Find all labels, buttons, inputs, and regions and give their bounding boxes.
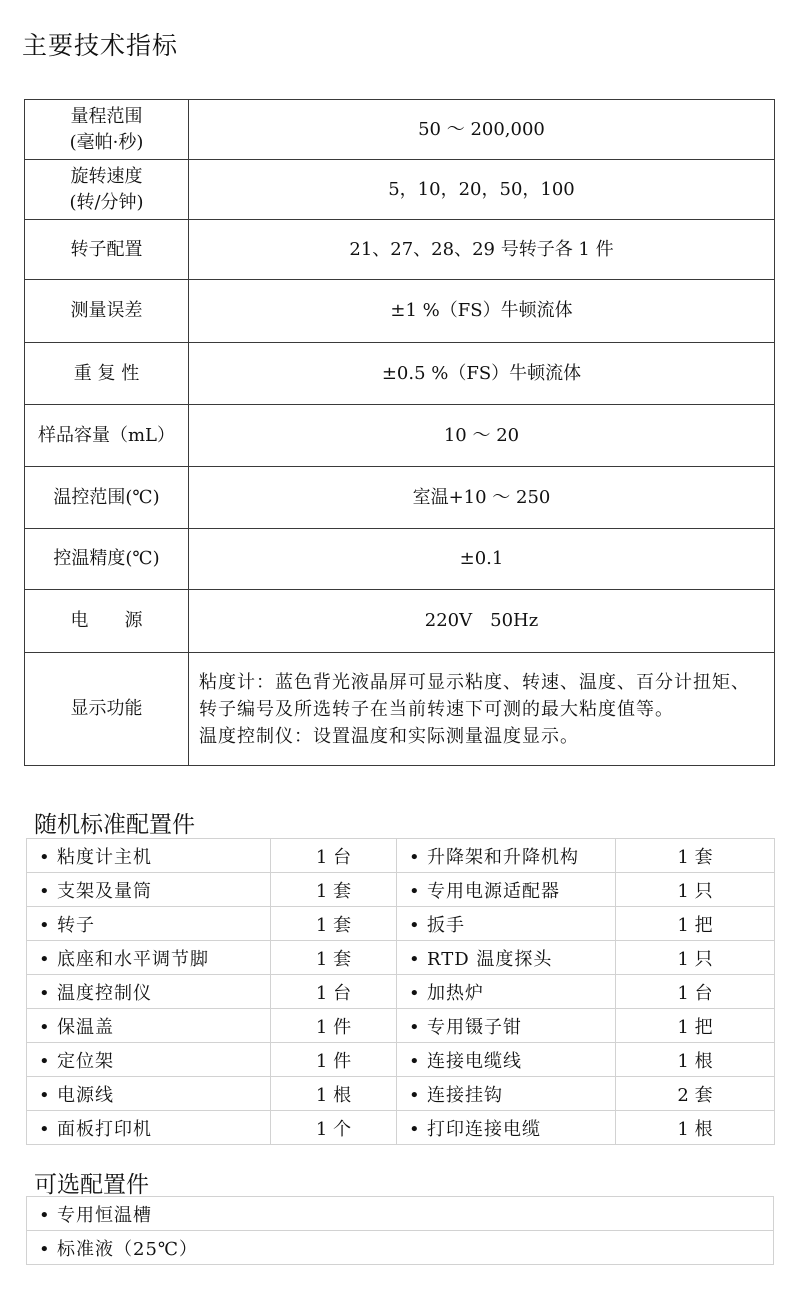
optional-item: [27, 1231, 774, 1265]
accessory-label: 连接电缆线: [427, 1050, 522, 1072]
display-line: 粘度计：蓝色背光液晶屏可显示粘度、转速、温度、百分计扭矩、转子编号及所选转子在当前转速下可测的最大粘度值等。: [199, 671, 750, 720]
spec-value: 室温+10 ～ 250: [189, 467, 775, 529]
spec-row-display: [25, 653, 775, 766]
accessory-label: 专用电源适配器: [427, 880, 560, 902]
bullet-icon: •: [39, 1016, 51, 1038]
accessory-quantity: 1 套: [616, 839, 775, 873]
accessory-row: [27, 975, 775, 1009]
spec-value: ±0.1: [189, 529, 775, 590]
accessory-label: 专用镊子钳: [427, 1016, 522, 1038]
bullet-icon: •: [409, 880, 421, 902]
bullet-icon: •: [409, 1084, 421, 1106]
accessory-label: RTD 温度探头: [427, 948, 553, 970]
accessory-name: [27, 1043, 271, 1077]
accessory-quantity: 1 只: [616, 873, 775, 907]
spec-value: 220V 50Hz: [189, 590, 775, 653]
standard-accessories-table: [26, 838, 775, 1145]
spec-label: 转子配置: [25, 220, 189, 280]
accessory-label: 打印连接电缆: [427, 1118, 541, 1140]
display-line: 温度控制仪：设置温度和实际测量温度显示。: [199, 725, 579, 747]
accessory-label: 面板打印机: [57, 1118, 152, 1140]
spec-value: ±1 %（FS）牛顿流体: [189, 280, 775, 343]
accessory-quantity: 1 把: [616, 1009, 775, 1043]
accessory-quantity: 1 根: [271, 1077, 397, 1111]
optional-label: 专用恒温槽: [57, 1204, 152, 1226]
accessory-row: [27, 1043, 775, 1077]
accessory-name: [27, 941, 271, 975]
spec-label: 样品容量（mL）: [25, 405, 189, 467]
bullet-icon: •: [39, 1118, 51, 1140]
accessory-quantity: 1 套: [271, 941, 397, 975]
bullet-icon: •: [39, 914, 51, 936]
accessory-row: [27, 1077, 775, 1111]
accessory-name: [27, 839, 271, 873]
accessory-label: 连接挂钩: [427, 1084, 503, 1106]
spec-row: [25, 590, 775, 653]
spec-label: 量程范围 (毫帕·秒): [25, 100, 189, 160]
accessory-name: [397, 1111, 616, 1145]
accessory-label: 底座和水平调节脚: [57, 948, 209, 970]
accessory-quantity: 1 件: [271, 1009, 397, 1043]
accessory-quantity: 1 根: [616, 1111, 775, 1145]
accessory-name: [27, 1077, 271, 1111]
bullet-icon: •: [39, 948, 51, 970]
accessory-label: 升降架和升降机构: [427, 846, 579, 868]
accessory-name: [397, 975, 616, 1009]
accessory-name: [27, 873, 271, 907]
display-label: 显示功能: [25, 653, 189, 766]
spec-label: 旋转速度 (转/分钟): [25, 160, 189, 220]
spec-table: [24, 99, 775, 766]
spec-row: [25, 160, 775, 220]
spec-row: [25, 343, 775, 405]
accessory-quantity: 1 根: [616, 1043, 775, 1077]
spec-row: [25, 220, 775, 280]
accessory-name: [397, 1077, 616, 1111]
page-title: 主要技术指标: [22, 31, 179, 60]
spec-label: 电 源: [25, 590, 189, 653]
accessory-name: [397, 873, 616, 907]
bullet-icon: •: [39, 846, 51, 868]
bullet-icon: •: [409, 1118, 421, 1140]
optional-row: [27, 1231, 774, 1265]
accessory-quantity: 1 套: [271, 907, 397, 941]
accessory-name: [397, 839, 616, 873]
bullet-icon: •: [39, 1204, 51, 1226]
spec-row: [25, 405, 775, 467]
accessory-row: [27, 941, 775, 975]
accessory-row: [27, 907, 775, 941]
bullet-icon: •: [39, 1050, 51, 1072]
accessory-row: [27, 1009, 775, 1043]
bullet-icon: •: [39, 1084, 51, 1106]
spec-row: [25, 100, 775, 160]
accessory-row: [27, 873, 775, 907]
accessory-quantity: 2 套: [616, 1077, 775, 1111]
spec-label: 控温精度(℃): [25, 529, 189, 590]
spec-row: [25, 529, 775, 590]
optional-row: [27, 1197, 774, 1231]
bullet-icon: •: [409, 846, 421, 868]
accessory-label: 支架及量筒: [57, 880, 152, 902]
accessory-label: 粘度计主机: [57, 846, 152, 868]
accessory-label: 加热炉: [427, 982, 484, 1004]
bullet-icon: •: [409, 1050, 421, 1072]
accessory-label: 定位架: [57, 1050, 114, 1072]
accessory-quantity: 1 只: [616, 941, 775, 975]
bullet-icon: •: [409, 914, 421, 936]
bullet-icon: •: [409, 948, 421, 970]
accessory-name: [397, 941, 616, 975]
bullet-icon: •: [39, 982, 51, 1004]
standard-accessories-title: 随机标准配置件: [34, 812, 195, 838]
bullet-icon: •: [39, 880, 51, 902]
accessory-row: [27, 839, 775, 873]
spec-label: 测量误差: [25, 280, 189, 343]
accessory-label: 转子: [57, 914, 95, 936]
accessory-label: 保温盖: [57, 1016, 114, 1038]
spec-row: [25, 467, 775, 529]
accessory-quantity: 1 个: [271, 1111, 397, 1145]
spec-value: 5，10，20，50，100: [189, 160, 775, 220]
spec-label: 重 复 性: [25, 343, 189, 405]
accessory-name: [27, 1111, 271, 1145]
spec-value: 50 ～ 200,000: [189, 100, 775, 160]
optional-label: 标准液（25℃）: [57, 1238, 199, 1260]
accessory-row: [27, 1111, 775, 1145]
spec-value: 21、27、28、29 号转子各 1 件: [189, 220, 775, 280]
accessory-label: 温度控制仪: [57, 982, 152, 1004]
optional-item: [27, 1197, 774, 1231]
spec-value: ±0.5 %（FS）牛顿流体: [189, 343, 775, 405]
display-description: [189, 653, 775, 766]
bullet-icon: •: [409, 982, 421, 1004]
accessory-name: [27, 907, 271, 941]
spec-row: [25, 280, 775, 343]
accessory-quantity: 1 台: [271, 839, 397, 873]
spec-label: 温控范围(℃): [25, 467, 189, 529]
optional-accessories-table: [26, 1196, 774, 1265]
accessory-quantity: 1 套: [271, 873, 397, 907]
accessory-name: [397, 1009, 616, 1043]
accessory-quantity: 1 把: [616, 907, 775, 941]
accessory-label: 扳手: [427, 914, 465, 936]
accessory-label: 电源线: [57, 1084, 114, 1106]
accessory-name: [27, 1009, 271, 1043]
bullet-icon: •: [39, 1238, 51, 1260]
accessory-name: [397, 907, 616, 941]
accessory-quantity: 1 台: [271, 975, 397, 1009]
spec-value: 10 ～ 20: [189, 405, 775, 467]
accessory-quantity: 1 台: [616, 975, 775, 1009]
accessory-name: [397, 1043, 616, 1077]
accessory-name: [27, 975, 271, 1009]
bullet-icon: •: [409, 1016, 421, 1038]
optional-accessories-title: 可选配置件: [34, 1172, 149, 1198]
accessory-quantity: 1 件: [271, 1043, 397, 1077]
